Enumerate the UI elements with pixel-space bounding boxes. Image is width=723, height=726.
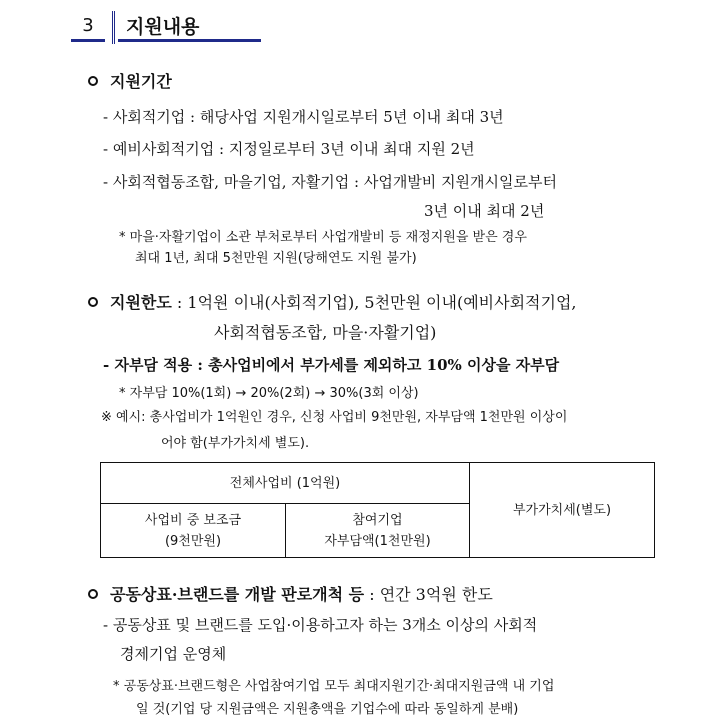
- table-cell-vat: [470, 463, 654, 557]
- table-cell-subsidy: [101, 504, 286, 557]
- section-divider: [112, 11, 115, 44]
- table-vat-text: 부가가치세(별도): [512, 502, 612, 518]
- limit-text-line1: : 1억원 이내(사회적기업), 5천만원 이내(예비사회적기업,: [171, 293, 577, 312]
- brand-heading: [88, 582, 493, 605]
- brand-note-line2: 일 것(기업 당 지원금액은 지원총액을 기업수에 따라 동일하게 분배): [136, 702, 519, 717]
- period-note-line1: * 마을·자활기업이 소관 부처로부터 사업개발비 등 재정지원을 받은 경우: [119, 230, 527, 245]
- table-cell-self: [286, 504, 470, 557]
- limit-heading-text: 지원한도: [110, 293, 172, 312]
- circle-bullet-icon: [88, 589, 98, 599]
- section-number: 3: [71, 13, 105, 42]
- period-heading-text: 지원기간: [110, 72, 172, 91]
- period-note-line2: 최대 1년, 최대 5천만원 지원(당해연도 지원 불가): [135, 251, 417, 266]
- limit-text-line2: 사회적협동조합, 마을·자활기업): [214, 323, 437, 342]
- table-subsidy-line1: 사업비 중 보조금: [144, 512, 242, 528]
- example-line2: 어야 함(부가가치세 별도).: [161, 436, 310, 451]
- self-pay-line: - 자부담 적용 : 총사업비에서 부가세를 제외하고 10% 이상을 자부담: [103, 356, 560, 374]
- table-cell-total: [101, 463, 470, 504]
- self-pay-note: * 자부담 10%(1회) → 20%(2회) → 30%(3회 이상): [119, 386, 419, 401]
- brand-line1: - 공동상표 및 브랜드를 도입·이용하고자 하는 3개소 이상의 사회적: [103, 616, 538, 634]
- budget-table: [100, 462, 655, 558]
- table-self-line1: 참여기업: [352, 512, 403, 528]
- table-total-text: 전체사업비 (1억원): [229, 475, 341, 491]
- table-self-line2: 자부담액(1천만원): [324, 533, 431, 549]
- period-item-preliminary: - 예비사회적기업 : 지정일로부터 3년 이내 최대 지원 2년: [103, 140, 475, 158]
- brand-heading-rest: : 연간 3억원 한도: [364, 585, 493, 604]
- circle-bullet-icon: [88, 297, 98, 307]
- table-subsidy-line2: (9천만원): [164, 533, 222, 549]
- section-title: 지원내용: [118, 13, 261, 42]
- period-item-cooperative: - 사회적협동조합, 마을기업, 자활기업 : 사업개발비 지원개시일로부터: [103, 173, 557, 191]
- brand-line2: 경제기업 운영체: [120, 645, 227, 663]
- example-line1: ※ 예시: 총사업비가 1억원인 경우, 신청 사업비 9천만원, 자부담액 1천만원 이상이: [101, 410, 568, 425]
- period-item-cooperative-cont: 3년 이내 최대 2년: [424, 202, 545, 220]
- brand-note-line1: * 공동상표·브랜드형은 사업참여기업 모두 최대지원기간·최대지원금액 내 기업: [113, 679, 555, 694]
- period-heading: [88, 69, 172, 92]
- circle-bullet-icon: [88, 76, 98, 86]
- brand-heading-text: 공동상표·브랜드를 개발 판로개척 등: [110, 585, 365, 604]
- period-item-social: - 사회적기업 : 해당사업 지원개시일로부터 5년 이내 최대 3년: [103, 108, 504, 126]
- limit-heading: [88, 290, 576, 313]
